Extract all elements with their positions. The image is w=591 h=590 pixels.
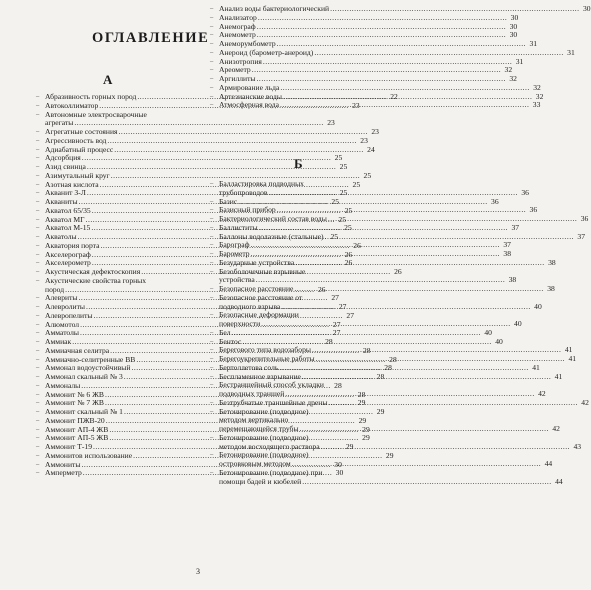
toc-entry-page: 28 xyxy=(384,363,392,373)
toc-entry-title: Акселерограф xyxy=(45,249,91,259)
toc-entry-title: Бел xyxy=(219,327,231,337)
toc-entry-page: 27 xyxy=(331,293,339,303)
toc-entry-title: Барограф xyxy=(219,240,250,250)
toc-entry-title: методом восходящего раствора xyxy=(219,441,320,451)
toc-entry xyxy=(210,100,541,110)
bullet-icon: – xyxy=(36,136,40,144)
toc-entry-page: 29 xyxy=(362,424,370,434)
toc-entry-title: Бертоллетова соль xyxy=(219,362,279,372)
toc-entry-title: Бетонирование (подводное) xyxy=(219,406,309,416)
bullet-icon: – xyxy=(36,434,40,442)
bullet-icon: – xyxy=(36,329,40,337)
toc-entry-page: 27 xyxy=(338,302,347,311)
toc-entry-title: Автономные электросварочные xyxy=(45,109,147,119)
toc-entry-title: Аммоналы xyxy=(45,380,81,390)
toc-entry-title: Бактериологический состав воды xyxy=(219,214,327,223)
toc-entry-page: 36 xyxy=(580,214,589,223)
toc-entry-page: 30 xyxy=(509,21,518,31)
toc-entry-page: 27 xyxy=(346,310,354,320)
bullet-icon: – xyxy=(210,180,214,187)
bullet-icon: – xyxy=(36,268,40,275)
toc-entry-title: Ареометр xyxy=(219,65,251,75)
toc-entry-title: Алевролиты xyxy=(45,302,85,311)
toc-entry-page: 23 xyxy=(371,127,379,136)
toc-entry-title: Адсорбция xyxy=(45,153,81,163)
bullet-icon: – xyxy=(36,233,40,240)
bullet-icon: – xyxy=(36,163,40,170)
bullet-icon: – xyxy=(36,154,40,162)
bullet-icon: – xyxy=(36,180,40,188)
toc-entry-page: 30 xyxy=(335,468,344,478)
toc-entry-title: Аммонит АП-5 ЖВ xyxy=(45,433,109,443)
toc-entry-page: 31 xyxy=(567,47,575,57)
toc-entry-page: 42 xyxy=(581,397,589,407)
toc-entry-page: 29 xyxy=(358,415,367,425)
toc-entry-title: Акванит З-Л xyxy=(45,188,86,198)
toc-entry-title: Азид свинца xyxy=(45,162,86,171)
toc-entry-page: 44 xyxy=(555,476,563,486)
toc-entry-page: 25 xyxy=(330,232,339,241)
toc-entry-title: Азотная кислота xyxy=(45,179,99,189)
toc-entry-title: Аммиачная селитра xyxy=(45,345,110,355)
section-letter-a: А xyxy=(103,72,113,87)
toc-entry-page: 41 xyxy=(554,371,563,381)
toc-entry-page: 32 xyxy=(504,65,513,75)
toc-entry-page: 26 xyxy=(394,267,402,276)
toc-entry-title: Амматолы xyxy=(45,328,80,338)
bullet-icon: – xyxy=(210,250,214,257)
bullet-icon: – xyxy=(210,468,214,476)
toc-entry-page: 25 xyxy=(352,179,361,189)
toc-entry-title: Баллиститы xyxy=(219,222,258,232)
bullet-icon: – xyxy=(36,110,40,118)
toc-entry-title: Акватолы xyxy=(45,232,77,241)
toc-entry-page: 23 xyxy=(327,118,335,128)
bullet-icon: – xyxy=(210,66,214,74)
toc-entry-page: 37 xyxy=(511,222,520,232)
bullet-icon: – xyxy=(210,48,214,56)
toc-entry-page: 43 xyxy=(573,441,582,451)
toc-entry-title: Анероид (барометр-анероид) xyxy=(219,47,314,57)
toc-entry-title: Акватол 65/35 xyxy=(45,205,91,215)
bullet-icon: – xyxy=(36,390,40,398)
toc-entry-page: 28 xyxy=(334,380,342,390)
bullet-icon: – xyxy=(36,408,40,415)
toc-entry-title: Базис xyxy=(219,196,238,206)
dot-leader xyxy=(302,478,551,487)
toc-entry-title: Анеморумбометр xyxy=(219,39,276,48)
toc-entry-page: 22 xyxy=(390,92,398,101)
bullet-icon: – xyxy=(210,267,214,275)
bullet-icon: – xyxy=(210,451,214,459)
dot-leader xyxy=(328,399,577,408)
toc-entry-page: 28 xyxy=(376,372,385,381)
toc-entry-page: 26 xyxy=(353,240,361,250)
toc-entry-title: Аргиллиты xyxy=(219,74,256,83)
bullet-icon: – xyxy=(36,101,40,109)
toc-entry-page: 28 xyxy=(389,354,397,364)
toc-entry-title: Акустическая дефектоскопия xyxy=(45,267,141,276)
toc-entry-title: Артезианские воды xyxy=(219,91,282,101)
toc-entry-title: подводных траншей xyxy=(219,389,285,398)
toc-entry-title: Бетонирование (подводное) при xyxy=(219,467,323,477)
dot-leader xyxy=(295,259,544,268)
toc-entry-title: Анемограф xyxy=(219,21,256,31)
toc-entry-title: Бестраншейный способ укладки xyxy=(219,380,324,390)
toc-entry-title: Анизотропия xyxy=(219,56,262,66)
bullet-icon: – xyxy=(210,311,214,319)
toc-entry-page: 37 xyxy=(577,231,586,241)
toc-entry-title: Базисный прибор xyxy=(219,205,276,215)
toc-entry-title: Аммонит ПЖВ-20 xyxy=(45,415,105,425)
bullet-icon: – xyxy=(210,355,214,362)
toc-entry-title: Аммонал скальный № 3 xyxy=(45,372,123,381)
bullet-icon: – xyxy=(210,328,214,336)
toc-entry-title: Адиабатный процесс xyxy=(45,144,114,154)
toc-entry-page: 30 xyxy=(510,12,519,22)
toc-entry-page: 30 xyxy=(509,30,518,40)
toc-entry-title: Бетонирование (подводное) xyxy=(219,432,309,442)
toc-entry-page: 27 xyxy=(332,319,341,329)
toc-entry-page: 36 xyxy=(491,196,499,206)
bullet-icon: – xyxy=(36,303,40,310)
toc-entry-page: 24 xyxy=(367,144,375,154)
toc-entry-page: 36 xyxy=(521,187,529,197)
toc-entry-title: Барометр xyxy=(219,249,250,258)
toc-entry-title: Анализатор xyxy=(219,12,257,22)
bullet-icon: – xyxy=(210,346,214,354)
toc-entry-title: Агрегатные состояния xyxy=(45,127,118,136)
toc-entry-title: Анемометр xyxy=(219,30,256,40)
toc-entry-page: 28 xyxy=(357,389,366,399)
toc-entry-title: Аммонит скальный № 1 xyxy=(45,407,123,416)
bullet-icon: – xyxy=(36,469,40,477)
bullet-icon: – xyxy=(210,372,214,380)
toc-entry-title: Безопасное расстояние от xyxy=(219,292,303,302)
toc-entry-page: 25 xyxy=(339,188,348,198)
toc-entry-title: Баллоны водолазные (стальные) xyxy=(219,231,324,241)
bullet-icon: – xyxy=(36,259,40,267)
toc-entry-page: 40 xyxy=(514,319,522,328)
bullet-icon: – xyxy=(36,145,40,153)
toc-entry-page: 26 xyxy=(317,284,326,294)
bullet-icon: – xyxy=(36,451,40,459)
bullet-icon: – xyxy=(210,241,214,249)
toc-entry-page: 29 xyxy=(376,407,385,416)
toc-entry-page: 38 xyxy=(508,275,517,285)
bullet-icon: – xyxy=(210,381,214,389)
toc-entry-page: 25 xyxy=(338,214,347,224)
bullet-icon: – xyxy=(36,425,40,433)
toc-entry-title: Бентос xyxy=(219,336,242,346)
bullet-icon: – xyxy=(36,206,40,214)
toc-entry-page: 33 xyxy=(532,100,541,110)
toc-entry-title: Аммонитов использование xyxy=(45,450,133,460)
toc-entry-page: 36 xyxy=(529,205,538,215)
toc-entry-title: Акселерометр xyxy=(45,258,91,268)
page-title: ОГЛАВЛЕНИЕ xyxy=(92,30,210,46)
toc-entry-title: островковым методом xyxy=(219,459,291,468)
dot-leader xyxy=(294,285,543,294)
toc-entry-page: 41 xyxy=(564,345,573,355)
toc-entry-page: 29 xyxy=(357,398,366,408)
page-number: 3 xyxy=(196,567,200,576)
toc-entry-page: 25 xyxy=(339,162,348,171)
bullet-icon: – xyxy=(210,75,214,82)
bullet-icon: – xyxy=(36,320,40,328)
bullet-icon: – xyxy=(210,293,214,301)
toc-entry-title: Беспламенное взрывание xyxy=(219,371,301,381)
toc-entry-page: 29 xyxy=(345,442,354,451)
toc-entry-title: Абразивность горных пород xyxy=(45,92,137,101)
bullet-icon: – xyxy=(36,294,40,302)
toc-entry-title: Безоболочечные взрывные xyxy=(219,266,306,276)
bullet-icon: – xyxy=(36,93,40,100)
toc-entry-title: Акватория порта xyxy=(45,240,100,250)
bullet-icon: – xyxy=(36,364,40,372)
dot-leader xyxy=(299,425,548,434)
toc-entry-title: Безтрубчатые траншейные дрены xyxy=(219,397,328,407)
toc-entry-title: Акваниты xyxy=(45,197,78,206)
toc-entry-page: 42 xyxy=(538,389,546,398)
bullet-icon: – xyxy=(210,206,214,214)
bullet-icon: – xyxy=(36,215,40,223)
toc-entry-title: Аммонит Т-19 xyxy=(45,442,92,451)
bullet-icon: – xyxy=(36,338,40,345)
toc-entry-page: 25 xyxy=(334,153,343,163)
dot-leader xyxy=(321,443,570,452)
bullet-icon: – xyxy=(210,31,214,39)
bullet-icon: – xyxy=(210,83,214,91)
toc-entry-title: Агрессивность вод xyxy=(45,135,107,145)
toc-entry-title: Берегоукрепительные работы xyxy=(219,354,315,363)
toc-entry-page: 41 xyxy=(568,354,577,363)
bullet-icon: – xyxy=(210,407,214,415)
toc-entry-title: Акватол М-15 xyxy=(45,223,91,233)
toc-entry-page: 26 xyxy=(344,249,353,259)
toc-entry-page: 29 xyxy=(385,450,394,460)
bullet-icon: – xyxy=(36,241,40,249)
toc-entry-page: 41 xyxy=(532,362,540,372)
bullet-icon: – xyxy=(36,443,40,450)
bullet-icon: – xyxy=(36,189,40,197)
toc-entry-title: Аммониты xyxy=(45,459,81,469)
toc-entry-page: 25 xyxy=(344,223,352,233)
toc-entry-title: Азимутальный круг xyxy=(45,170,110,180)
toc-entry-title: агрегаты xyxy=(45,118,74,128)
toc-entry-title: трубопроводов xyxy=(219,187,268,197)
toc-entry-page: 23 xyxy=(360,135,368,145)
toc-entry-title: Балластировка подводных xyxy=(219,179,304,188)
toc-entry-title: устройства xyxy=(219,275,255,285)
toc-entry-page: 30 xyxy=(334,459,342,469)
dot-leader xyxy=(280,101,529,110)
toc-entry-title: Безопасное расстояние xyxy=(219,284,294,293)
bullet-icon: – xyxy=(210,40,214,47)
toc-entry-title: Алевропелиты xyxy=(45,310,93,320)
toc-entry-page: 29 xyxy=(362,433,370,443)
toc-entry-title: помощи бадей и кюбелей xyxy=(219,476,302,486)
toc-entry-page: 28 xyxy=(325,337,333,346)
bullet-icon: – xyxy=(36,381,40,389)
toc-entry-title: Акватол МГ xyxy=(45,214,85,224)
toc-entry-title: перемещающейся трубы xyxy=(219,424,299,433)
bullet-icon: – xyxy=(36,198,40,205)
toc-entry-title: Атмосферная вода xyxy=(219,100,279,110)
bullet-icon: – xyxy=(210,5,214,12)
toc-entry-page: 25 xyxy=(331,197,340,206)
bullet-icon: – xyxy=(36,416,40,424)
toc-entry-page: 40 xyxy=(495,336,503,346)
bullet-icon: – xyxy=(210,285,214,292)
bullet-icon: – xyxy=(210,398,214,406)
toc-entry-title: Безопасные деформации xyxy=(219,310,299,320)
toc-entry-continuation xyxy=(210,476,563,487)
toc-entry-title: Бетонирование (подводное) xyxy=(219,450,309,460)
bullet-icon: – xyxy=(210,92,214,100)
bullet-icon: – xyxy=(36,128,40,135)
toc-entry-page: 32 xyxy=(535,91,544,101)
bullet-icon: – xyxy=(36,171,40,179)
toc-entry-title: Аммонал водоустойчивый xyxy=(45,363,131,373)
bullet-icon: – xyxy=(36,373,40,380)
toc-entry-page: 44 xyxy=(544,459,553,468)
bullet-icon: – xyxy=(210,57,214,65)
toc-entry-title: поверхности xyxy=(219,319,261,328)
bullet-icon: – xyxy=(36,460,40,468)
toc-entry-continuation: методом вертикально xyxy=(219,415,289,425)
toc-entry-page: 38 xyxy=(548,257,556,267)
bullet-icon: – xyxy=(210,22,214,30)
toc-entry-page: 32 xyxy=(533,82,541,92)
toc-entry-title: Безударные устройства xyxy=(219,257,295,267)
toc-entry-page: 26 xyxy=(344,258,353,268)
toc-entry-title: подводного взрыва xyxy=(219,301,281,311)
bullet-icon: – xyxy=(36,399,40,407)
bullet-icon: – xyxy=(210,197,214,205)
bullet-icon: – xyxy=(36,224,40,232)
toc-entry-title: Аммонит № 6 ЖВ xyxy=(45,389,104,399)
section-letter-b: Б xyxy=(294,156,303,171)
bullet-icon: – xyxy=(36,346,40,354)
toc-entry-page: 31 xyxy=(529,39,538,48)
bullet-icon: – xyxy=(210,13,214,21)
toc-entry-title: Алевриты xyxy=(45,293,78,303)
toc-entry-title: Амперметр xyxy=(45,468,82,478)
bullet-icon: – xyxy=(210,363,214,371)
toc-entry-page: 31 xyxy=(515,56,524,66)
toc-entry-title: Алюмотол xyxy=(45,319,80,329)
bullet-icon: – xyxy=(210,258,214,266)
toc-entry-page: 30 xyxy=(582,4,591,13)
toc-entry-page: 40 xyxy=(484,327,492,337)
toc-entry-title: пород xyxy=(45,284,65,294)
bullet-icon: – xyxy=(210,433,214,441)
toc-entry-page: 23 xyxy=(352,100,360,110)
toc-entry-title: Аммонит № 7 ЖВ xyxy=(45,398,104,408)
toc-entry-title: Аммиачно-селитренные ВВ xyxy=(45,354,136,364)
bullet-icon: – xyxy=(36,311,40,319)
toc-entry-page: 28 xyxy=(362,345,371,355)
toc-entry-page: 38 xyxy=(503,249,512,258)
bullet-icon: – xyxy=(210,101,214,109)
bullet-icon: – xyxy=(210,337,214,345)
toc-entry-page: 25 xyxy=(344,205,353,215)
toc-entry-title: Аммиак xyxy=(45,337,72,346)
bullet-icon: – xyxy=(210,223,214,231)
toc-entry-title: Армирование льда xyxy=(219,82,280,92)
toc-entry-title: Автоколлиматор xyxy=(45,100,99,110)
toc-entry-title: Акустические свойства горных xyxy=(45,275,147,285)
bullet-icon: – xyxy=(210,215,214,222)
bullet-icon: – xyxy=(36,355,40,363)
bullet-icon: – xyxy=(210,232,214,240)
toc-entry-page: 25 xyxy=(363,170,372,180)
toc-entry-page: 40 xyxy=(534,301,542,311)
dot-leader xyxy=(302,373,551,382)
bullet-icon: – xyxy=(36,276,40,284)
dot-leader xyxy=(281,303,530,312)
bullet-icon: – xyxy=(36,250,40,258)
toc-entry-page: 27 xyxy=(332,328,341,338)
toc-entry-title: Аммонит АП-4 ЖВ xyxy=(45,424,109,434)
toc-entry-page: 38 xyxy=(547,284,555,293)
toc-entry-title: Анализ воды бактериологический xyxy=(219,4,330,13)
toc-entry-page: 42 xyxy=(552,424,560,433)
dot-leader xyxy=(292,460,541,469)
toc-entry-title: Берегового типа водозаборы xyxy=(219,345,311,355)
toc-entry-page: 32 xyxy=(509,74,517,83)
toc-entry-page: 37 xyxy=(503,240,511,250)
